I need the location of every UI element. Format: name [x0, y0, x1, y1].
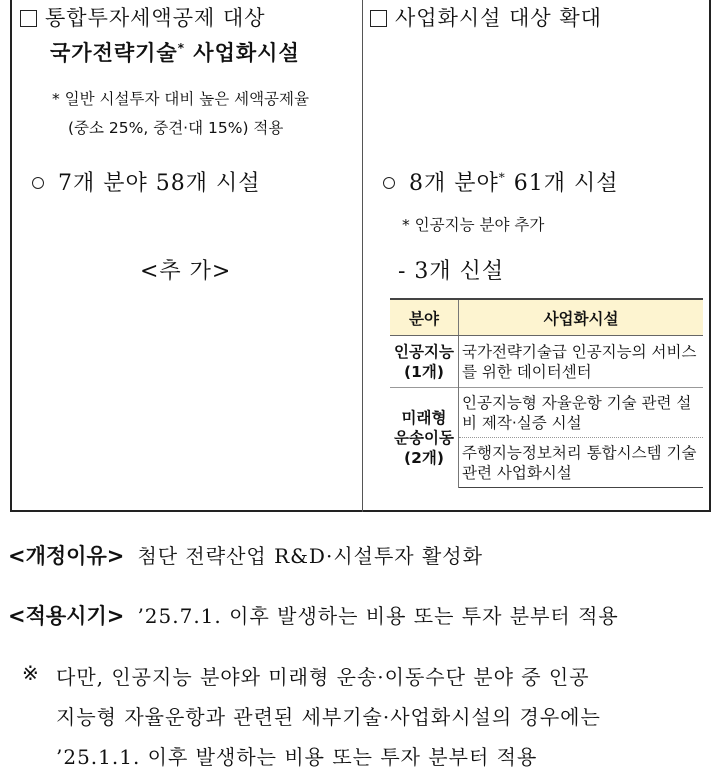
- note-line-1: 다만, 인공지능 분야와 미래형 운송·이동수단 분야 중 인공: [56, 665, 590, 689]
- revision-reason-text: 첨단 전략산업 R&D·시설투자 활성화: [137, 544, 483, 568]
- left-heading: 통합투자세액공제 대상: [20, 2, 266, 32]
- revision-reason-label: <개정이유>: [8, 544, 125, 568]
- table-header-facility: 사업화시설: [459, 299, 704, 336]
- checkbox-icon: [20, 10, 37, 27]
- note-line-3: ’25.1.1. 이후 발생하는 비용 또는 투자 분부터 적용: [56, 745, 538, 769]
- right-count: 8개 분야* 61개 시설: [383, 166, 619, 197]
- left-footnote-2: (중소 25%, 중견·대 15%) 적용: [68, 119, 284, 137]
- note-line-2: 지능형 자율운항과 관련된 세부기술·사업화시설의 경우에는: [56, 705, 601, 729]
- left-footnote-1: * 일반 시설투자 대비 높은 세액공제율: [52, 90, 309, 108]
- table-cell-facility: 인공지능형 자율운항 기술 관련 설비 제작·실증 시설: [459, 388, 704, 438]
- revision-reason: [8, 540, 483, 570]
- table-header-row: [390, 299, 703, 336]
- application-timing: [8, 600, 619, 630]
- left-add-label: <추 가>: [140, 259, 232, 284]
- table-cell-facility: 국가전략기술급 인공지능의 서비스를 위한 데이터센터: [462, 342, 697, 381]
- circle-bullet-icon: [383, 177, 395, 189]
- circle-bullet-icon: [32, 177, 44, 189]
- note-mark: ※: [22, 661, 40, 685]
- left-subheading: 국가전략기술* 사업화시설: [50, 41, 300, 65]
- table-row: [390, 336, 703, 388]
- table-cell-field: 미래형 운송이동 (2개): [390, 388, 459, 488]
- right-footnote: * 인공지능 분야 추가: [402, 216, 545, 234]
- table-header-field: 분야: [390, 299, 459, 336]
- checkbox-icon: [370, 10, 387, 27]
- application-timing-label: <적용시기>: [8, 604, 125, 628]
- table-row: [390, 388, 703, 438]
- table-cell-field: 인공지능 (1개): [390, 336, 459, 388]
- left-count: 7개 분야 58개 시설: [32, 166, 260, 197]
- table-cell-facility: 주행지능정보처리 통합시스템 기술 관련 사업화시설: [459, 438, 704, 488]
- right-new-count: - 3개 신설: [398, 259, 505, 284]
- application-timing-text: ’25.7.1. 이후 발생하는 비용 또는 투자 분부터 적용: [137, 604, 619, 628]
- column-divider: [362, 0, 363, 512]
- facility-table: [390, 298, 703, 488]
- right-heading: 사업화시설 대상 확대: [370, 2, 602, 32]
